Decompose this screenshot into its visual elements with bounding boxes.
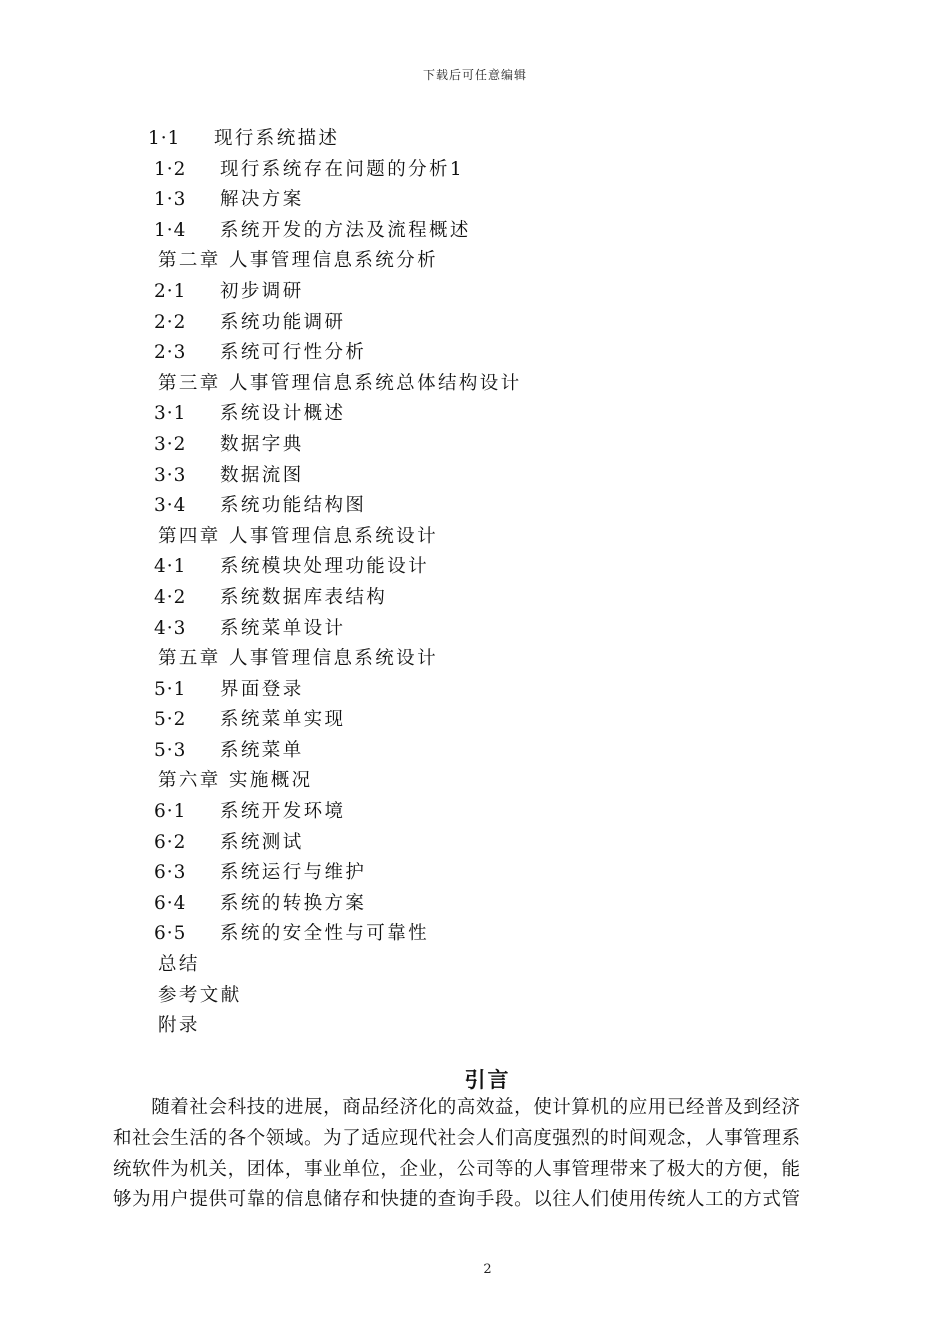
toc-section [148, 461, 848, 492]
toc-section-number: 6·2 [154, 831, 187, 853]
toc-title: 系统设计概述 [220, 403, 346, 425]
intro-line: 统软件为机关，团体，事业单位，企业，公司等的人事管理带来了极大的方便，能 [113, 1158, 801, 1180]
toc-title: 参考文献 [158, 984, 242, 1006]
toc-title: 第六章 实施概况 [158, 770, 313, 792]
toc-title: 第四章 人事管理信息系统设计 [158, 525, 438, 547]
toc-section-number: 6·4 [154, 892, 187, 914]
intro-heading: 引言 [464, 1068, 511, 1092]
toc-title: 初步调研 [220, 280, 304, 302]
toc-section-number: 1·4 [154, 219, 187, 241]
toc-title: 数据流图 [220, 464, 304, 486]
toc-title: 系统开发的方法及流程概述 [220, 219, 471, 241]
toc-section-number: 4·2 [154, 586, 187, 608]
toc-title: 总结 [158, 954, 200, 976]
toc-section-number: 4·3 [154, 617, 187, 639]
toc-section-number: 2·2 [154, 311, 187, 333]
toc-title: 数据字典 [220, 433, 304, 455]
toc-title: 界面登录 [220, 678, 304, 700]
toc-title: 系统功能结构图 [220, 495, 367, 517]
toc-section-number: 1·3 [154, 189, 187, 211]
page-number: 2 [483, 1262, 492, 1277]
toc-title: 系统功能调研 [220, 311, 346, 333]
toc-section [148, 124, 848, 155]
toc-chapter [148, 644, 848, 675]
toc-section-number: 5·2 [154, 709, 187, 731]
toc-section [148, 491, 848, 522]
toc-chapter [148, 246, 848, 277]
toc-section [148, 308, 848, 339]
toc-section [148, 277, 848, 308]
toc-section [148, 552, 848, 583]
toc-section-number: 1·1 [148, 128, 181, 149]
toc-section-number: 3·4 [154, 495, 187, 517]
toc-title: 系统菜单设计 [220, 617, 346, 639]
toc-section-number: 6·5 [154, 923, 187, 945]
intro-paragraph [113, 1093, 861, 1216]
intro-line: 和社会生活的各个领域。为了适应现代社会人们高度强烈的时间观念，人事管理系 [113, 1127, 801, 1149]
toc-section [148, 797, 848, 828]
toc-section [148, 889, 848, 920]
toc-section [148, 614, 848, 645]
toc-section [148, 705, 848, 736]
toc-section [148, 828, 848, 859]
toc-section-number: 3·2 [154, 433, 187, 455]
toc-section-number: 6·3 [154, 862, 187, 884]
toc-title: 系统的安全性与可靠性 [220, 923, 430, 945]
toc-entry [148, 950, 848, 981]
toc-title: 系统数据库表结构 [220, 586, 388, 608]
toc-section [148, 858, 848, 889]
toc-title: 系统的转换方案 [220, 892, 367, 914]
toc-section [148, 216, 848, 247]
table-of-contents [148, 124, 848, 1042]
toc-section [148, 185, 848, 216]
toc-section-number: 5·3 [154, 739, 187, 761]
toc-section-number: 2·3 [154, 342, 187, 364]
toc-title: 系统菜单 [220, 739, 304, 761]
toc-title: 现行系统描述 [214, 128, 340, 149]
toc-chapter [148, 522, 848, 553]
intro-line: 随着社会科技的进展，商品经济化的高效益，使计算机的应用已经普及到经济 [113, 1097, 801, 1118]
toc-section [148, 675, 848, 706]
toc-title: 附录 [158, 1015, 200, 1037]
toc-section-number: 4·1 [154, 556, 187, 578]
toc-section [148, 430, 848, 461]
toc-title: 第三章 人事管理信息系统总体结构设计 [158, 372, 522, 394]
toc-section [148, 399, 848, 430]
toc-section-number: 3·1 [154, 403, 187, 425]
toc-entry [148, 1011, 848, 1042]
toc-section [148, 583, 848, 614]
toc-section [148, 919, 848, 950]
toc-title: 系统模块处理功能设计 [220, 556, 430, 578]
toc-chapter [148, 766, 848, 797]
toc-section-number: 2·1 [154, 280, 187, 302]
toc-title: 解决方案 [220, 189, 304, 211]
toc-title: 现行系统存在问题的分析1 [220, 158, 465, 180]
toc-section [148, 736, 848, 767]
toc-title: 系统运行与维护 [220, 862, 367, 884]
toc-section [148, 338, 848, 369]
toc-title: 系统测试 [220, 831, 304, 853]
toc-section [148, 155, 848, 186]
toc-section-number: 1·2 [154, 158, 187, 180]
toc-section-number: 6·1 [154, 801, 187, 823]
intro-line: 够为用户提供可靠的信息储存和快捷的查询手段。以往人们使用传统人工的方式管 [113, 1189, 801, 1211]
toc-section-number: 3·3 [154, 464, 187, 486]
toc-section-number: 5·1 [154, 678, 187, 700]
toc-title: 系统菜单实现 [220, 709, 346, 731]
toc-chapter [148, 369, 848, 400]
toc-title: 系统可行性分析 [220, 342, 367, 364]
toc-title: 第五章 人事管理信息系统设计 [158, 648, 438, 670]
toc-entry [148, 981, 848, 1012]
toc-title: 第二章 人事管理信息系统分析 [158, 250, 438, 272]
page-header-note: 下载后可任意编辑 [422, 68, 527, 82]
toc-title: 系统开发环境 [220, 801, 346, 823]
